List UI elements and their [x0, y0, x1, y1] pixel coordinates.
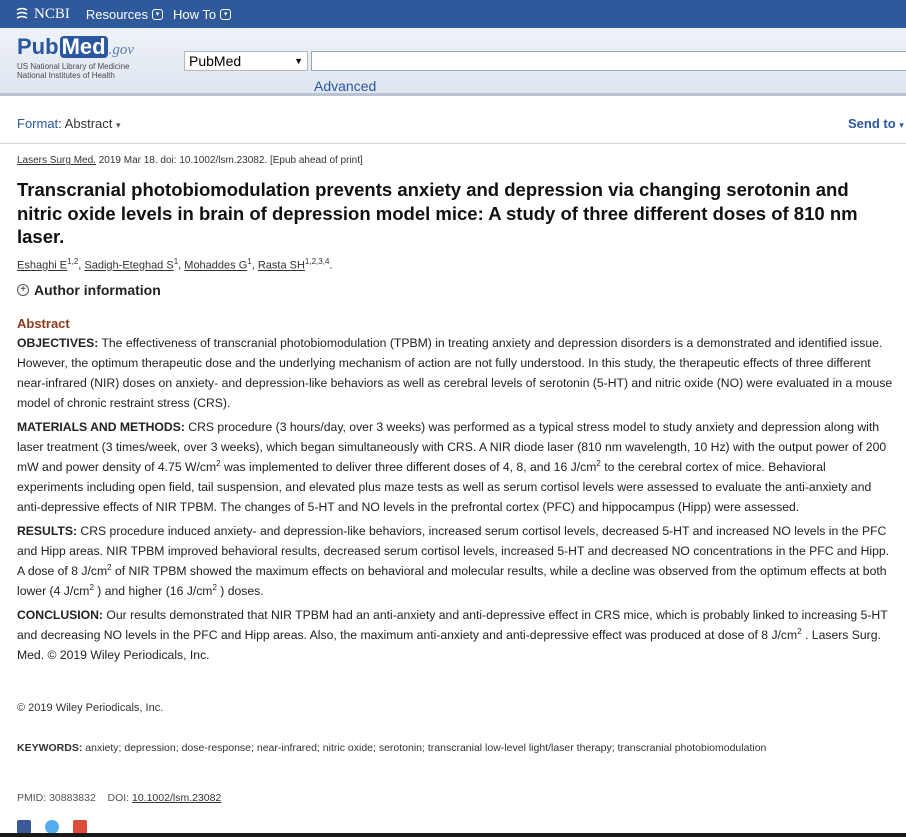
expand-plus-icon: +	[17, 284, 29, 296]
superscript: 2	[797, 627, 802, 636]
author-affiliation: 1,2	[67, 257, 79, 266]
resources-label: Resources	[85, 6, 148, 22]
doi-link[interactable]: 10.1002/lsm.23082	[132, 792, 222, 804]
send-to-menu[interactable]	[848, 116, 904, 131]
dropdown-arrow-icon: ▼	[294, 56, 303, 66]
conclusion-text-a: Our results demonstrated that NIR TPBM had an anti-anxiety and anti-depressive effect in CRS mice, which is probably linked to increasing 5-HT and decreasing NO levels in the PFC and Hipp areas. Also, the maximum anti-anxiety and anti-depressive effect was produced at dose of 8 J/cm	[17, 608, 888, 642]
citation-details: 2019 Mar 18. doi: 10.1002/lsm.23082. [Epub ahead of print]	[95, 155, 363, 166]
database-select[interactable]	[184, 51, 308, 71]
keywords-label: KEYWORDS:	[17, 742, 83, 754]
advanced-search-link[interactable]: Advanced	[314, 78, 377, 94]
results-text-b: of NIR TPBM showed the maximum effects on behavioral and molecular results, while a decline was observed from the optimum effects at both lower (4 J/cm	[17, 564, 887, 598]
format-value: : Abstract	[58, 116, 113, 131]
format-label: Format	[17, 116, 59, 131]
methods-text-b: was implemented to deliver three different doses of 4, 8, and 16 J/cm	[220, 460, 597, 474]
database-selected: PubMed	[189, 53, 242, 69]
methods-text-c: to the cerebral cortex of mice. Behavioral experiments including open field, tail suspension, and elevated plus maze tests as well as serum cortisol levels were assessed to evaluate the anti-anxiety and anti-depressive effects of NIR TPBM. The changes of 5-HT and NO levels in the prefrontal cortex (PFC) and hippocampus (Hipp) were assessed.	[17, 460, 872, 514]
pubmed-logo[interactable]	[17, 36, 134, 80]
logo-pub: Pub	[17, 34, 59, 59]
divider	[0, 143, 906, 144]
logo-subtitle	[17, 62, 134, 80]
results-text-a: CRS procedure induced anxiety- and depression-like behaviors, increased serum cortisol levels, decreased 5-HT and increased NO levels in the PFC and Hipp areas. NIR TPBM improved behavioral results, decreased serum cortisol levels, increased 5-HT and decreased NO concentrations in the PFC and Hipp. A dose of 8 J/cm	[17, 524, 890, 578]
social-share	[17, 820, 87, 834]
article-title: Transcranial photobiomodulation prevents anxiety and depression via changing serotonin and nitric oxide levels in brain of depression model mice: A study of three different doses of 810 nm laser.	[17, 179, 858, 247]
conclusion-label: CONCLUSION:	[17, 608, 103, 622]
methods-label: MATERIALS AND METHODS:	[17, 420, 185, 434]
ncbi-helix-icon	[15, 7, 29, 21]
results-text-d: ) doses.	[216, 584, 264, 598]
results-label: RESULTS:	[17, 524, 78, 538]
ncbi-logo[interactable]	[15, 6, 70, 23]
logo-gov: .gov	[108, 42, 134, 58]
superscript: 2	[212, 583, 217, 592]
abstract-objectives	[17, 333, 893, 413]
author-affiliation: 1	[173, 257, 179, 266]
author-link[interactable]: Mohaddes G	[184, 259, 248, 272]
format-selector[interactable]	[17, 116, 121, 131]
logo-sub-nih: National Institutes of Health	[17, 71, 115, 80]
author-link[interactable]: Sadigh-Eteghad S	[84, 259, 174, 272]
search-header	[0, 28, 906, 96]
doi-label: DOI:	[107, 792, 132, 804]
author-information-toggle[interactable]	[17, 282, 161, 298]
superscript: 2	[596, 459, 601, 468]
superscript: 2	[89, 583, 94, 592]
journal-link[interactable]: Lasers Surg Med.	[17, 155, 96, 166]
superscript: 2	[107, 563, 112, 572]
keywords	[17, 740, 877, 756]
pubmed-wordmark	[17, 36, 134, 58]
objectives-label: OBJECTIVES:	[17, 336, 99, 350]
ncbi-topbar	[0, 0, 906, 28]
abstract-results	[17, 521, 893, 601]
ncbi-brand: NCBI	[34, 5, 70, 22]
keywords-text: anxiety; depression; dose-response; near-infrared; nitric oxide; serotonin; transcranial low-level light/laser therapy; transcranial photobiomodulation	[82, 742, 767, 754]
abstract-heading: Abstract	[17, 316, 70, 331]
twitter-icon[interactable]	[45, 820, 59, 834]
article-identifiers	[17, 792, 221, 804]
results-text-c: ) and higher (16 J/cm	[93, 584, 213, 598]
chevron-down-icon: ▾	[116, 120, 121, 130]
chevron-down-icon: ▾	[220, 9, 231, 20]
author-link[interactable]: Eshaghi E	[17, 259, 68, 272]
objectives-text: The effectiveness of transcranial photobiomodulation (TPBM) in treating anxiety and depression disorders is a demonstrated and identified issue. However, the optimum therapeutic dose and the underlying mechanism of action are not fully understood. In this study, the therapeutic effects of three different near-infrared (NIR) doses on anxiety- and depression-like behaviors as well as cerebral levels of serotonin (5-HT) and nitric oxide (NO) were evaluated in a mouse model of chronic restraint stress (CRS).	[17, 336, 893, 410]
facebook-icon[interactable]	[17, 820, 31, 834]
author-information-label: Author information	[34, 282, 161, 298]
search-input[interactable]	[311, 51, 906, 71]
chevron-down-icon: ▾	[899, 120, 904, 130]
chevron-down-icon: ▾	[152, 9, 163, 20]
send-to-label: Send to	[848, 116, 896, 131]
bottom-strip	[0, 833, 906, 837]
author-link[interactable]: Rasta SH	[257, 259, 305, 272]
citation-line	[17, 155, 363, 166]
methods-text-a: CRS procedure (3 hours/day, over 3 weeks) was performed as a typical stress model to study anxiety and depression along with laser treatment (3 times/week, over 3 weeks), which began simultaneously with CRS. A NIR diode laser (810 nm wavelength, 10 Hz) with the output power of 200 mW and power density of 4.75 W/cm	[17, 420, 887, 474]
howto-label: How To	[172, 6, 217, 22]
abstract-body	[17, 333, 893, 669]
resources-menu[interactable]	[86, 7, 163, 22]
abstract-methods	[17, 417, 893, 517]
pmid: PMID: 30883832	[17, 792, 96, 804]
author-list: Eshaghi E$^{1,2}$, Sadigh-Eteghad $S^1$, Mohaddes $G^1$, Rasta SH$^{1,2,3,4}$.	[17, 257, 333, 272]
copyright-notice: © 2019 Wiley Periodicals, Inc.	[17, 702, 164, 714]
howto-menu[interactable]	[173, 7, 231, 22]
author-affiliation: 1,2,3,4	[304, 257, 330, 266]
abstract-conclusion	[17, 605, 893, 665]
google-plus-icon[interactable]	[73, 820, 87, 834]
logo-med: Med	[61, 34, 106, 59]
superscript: 2	[216, 459, 221, 468]
logo-sub-nlm: US National Library of Medicine	[17, 62, 130, 71]
conclusion-text-b: . Lasers Surg. Med. © 2019 Wiley Periodicals, Inc.	[17, 628, 881, 662]
author-affiliation: 1	[247, 257, 252, 266]
